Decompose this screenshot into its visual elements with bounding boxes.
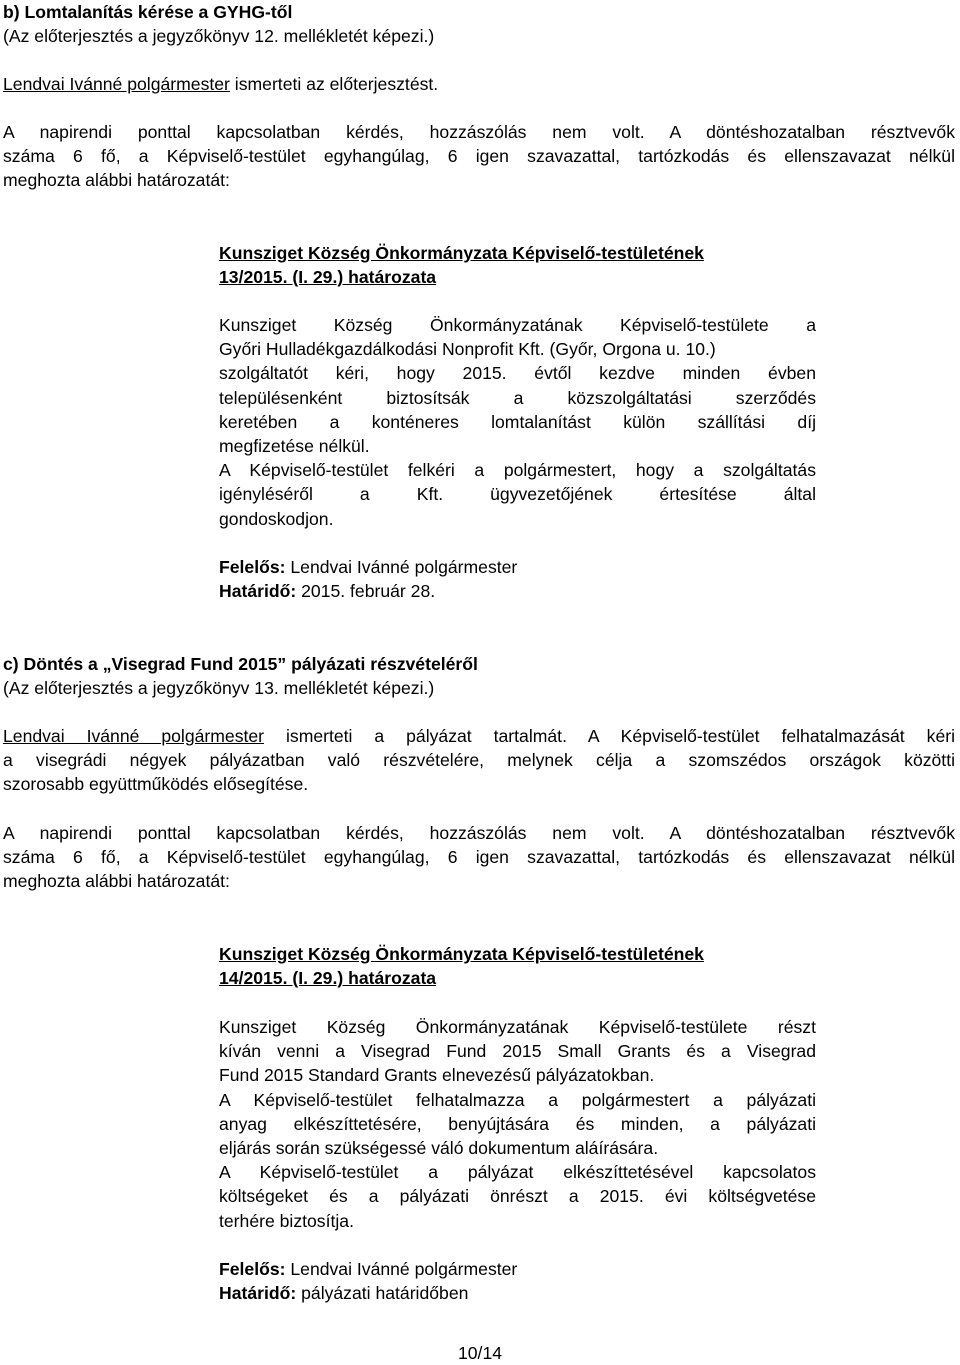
resolution-line: A Képviselő-testület felkéri a polgármestert, hogy a szolgáltatás [219, 460, 816, 481]
page-number: 10/14 [457, 1343, 503, 1363]
resolution-line: Kunsziget Község Önkormányzatának Képviselő-testülete részt [219, 1017, 816, 1037]
felelos-value: Lendvai Ivánné polgármester [285, 557, 518, 577]
presenter-text: ismerteti az előterjesztést. [229, 74, 439, 94]
vote-line: száma 6 fő, a Képviselő-testület egyhangúlag, 6 igen szavazattal, tartózkodás és ellenszavazat nélkül [3, 146, 955, 167]
section-b-vote [3, 120, 955, 193]
vote-line: A napirendi ponttal kapcsolatban kérdés, hozzászólás nem volt. A döntéshozatalban résztvevők [3, 823, 955, 843]
section-b-header [3, 0, 955, 48]
resolution-title: Kunsziget Község Önkormányzata Képviselő-testületének [219, 243, 704, 263]
resolution-line: gondoskodjon. [219, 508, 334, 529]
resolution-line: kíván venni a Visegrad Fund 2015 Small Grants és a Visegrad [219, 1041, 816, 1062]
resolution-line: Kunsziget Község Önkormányzatának Képviselő-testülete a [219, 315, 816, 335]
resolution-13-body [219, 313, 816, 531]
presenter-name: Lendvai Ivánné polgármester [3, 74, 230, 94]
resolution-13-responsible [219, 555, 816, 603]
resolution-line: igényléséről a Kft. ügyvezetőjének értesítése által [219, 484, 816, 505]
resolution-13-header [219, 241, 816, 289]
felelos-label: Felelős: [219, 1259, 286, 1279]
felelos-value: Lendvai Ivánné polgármester [285, 1259, 518, 1279]
resolution-line: Fund 2015 Standard Grants elnevezésű pályázatokban. [219, 1065, 655, 1086]
resolution-line: szolgáltatót kéri, hogy 2015. évtől kezdve minden évben [219, 363, 816, 384]
hatarido-line [219, 1281, 816, 1305]
vote-line: A napirendi ponttal kapcsolatban kérdés, hozzászólás nem volt. A döntéshozatalban résztvevők [3, 122, 955, 142]
resolution-line: A Képviselő-testület felhatalmazza a polgármestert a pályázati [219, 1089, 816, 1110]
resolution-14-header [219, 942, 816, 990]
resolution-number: 13/2015. (I. 29.) határozata [219, 267, 437, 288]
felelos-line [219, 555, 816, 579]
section-c-subtitle: (Az előterjesztés a jegyzőkönyv 13. mellékletét képezi.) [3, 678, 435, 699]
resolution-14-responsible [219, 1257, 816, 1305]
resolution-line: eljárás során szükségessé váló dokumentum aláírására. [219, 1137, 659, 1158]
intro-line [3, 724, 955, 748]
vote-line: meghozta alábbi határozatát: [3, 170, 230, 191]
hatarido-line [219, 579, 816, 603]
felelos-label: Felelős: [219, 557, 286, 577]
section-c-intro [3, 724, 955, 797]
resolution-line: keretében a konténeres lomtalanítást külön szállítási díj [219, 411, 816, 432]
hatarido-value: pályázati határidőben [296, 1283, 469, 1304]
section-c-vote [3, 821, 955, 894]
presenter-line [3, 72, 955, 96]
section-b-subtitle: (Az előterjesztés a jegyzőkönyv 12. mellékletét képezi.) [3, 26, 435, 47]
resolution-line: megfizetése nélkül. [219, 435, 370, 456]
resolution-line: költségeket és a pályázati önrészt a 2015. évi költségvetése [219, 1186, 816, 1207]
hatarido-value: 2015. február 28. [296, 581, 436, 602]
resolution-line: anyag elkészíttetésére, benyújtására és minden, a pályázati [219, 1113, 816, 1134]
section-c-title: c) Döntés a „Visegrad Fund 2015” pályázati részvételéről [3, 654, 478, 674]
intro-line: a visegrádi négyek pályázatban való részvételére, melynek célja a szomszédos országok közötti [3, 750, 955, 771]
vote-line: száma 6 fő, a Képviselő-testület egyhangúlag, 6 igen szavazattal, tartózkodás és ellenszavazat nélkül [3, 847, 955, 868]
resolution-number: 14/2015. (I. 29.) határozata [219, 968, 437, 989]
resolution-title: Kunsziget Község Önkormányzata Képviselő-testületének [219, 944, 704, 964]
hatarido-label: Határidő: [219, 581, 297, 602]
section-b-presenter [3, 72, 955, 96]
section-c-header [3, 652, 955, 700]
intro-presenter-name: Lendvai Ivánné polgármester [3, 726, 265, 746]
section-b-title: b) Lomtalanítás kérése a GYHG-től [3, 2, 293, 22]
resolution-line: Győri Hulladékgazdálkodási Nonprofit Kft. (Győr, Orgona u. 10.) [219, 339, 716, 360]
resolution-line: településenként biztosítsák a közszolgáltatási szerződés [219, 387, 816, 408]
intro-line: szorosabb együttműködés elősegítése. [3, 774, 309, 795]
hatarido-label: Határidő: [219, 1283, 297, 1304]
resolution-14-body [219, 1015, 816, 1233]
felelos-line [219, 1257, 816, 1281]
resolution-line: A Képviselő-testület a pályázat elkészíttetésével kapcsolatos [219, 1162, 816, 1183]
intro-text: ismerteti a pályázat tartalmát. A Képviselő-testület felhatalmazását kéri [264, 726, 955, 746]
vote-line: meghozta alábbi határozatát: [3, 871, 230, 892]
resolution-line: terhére biztosítja. [219, 1210, 354, 1231]
